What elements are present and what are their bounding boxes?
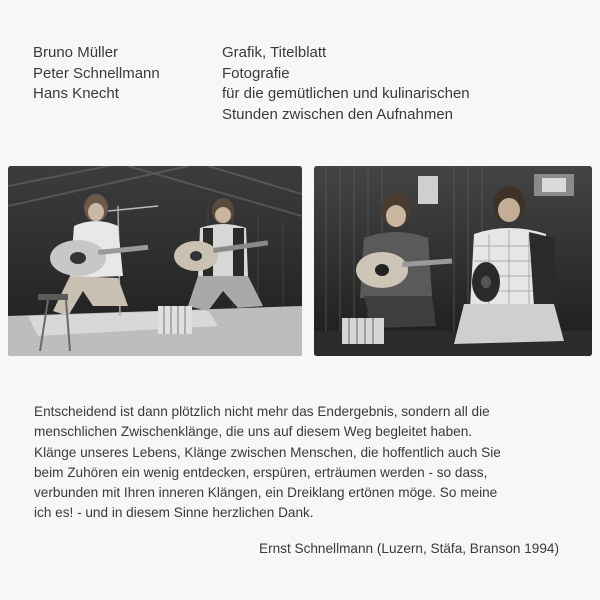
paragraph-line: Klänge unseres Lebens, Klänge zwischen Menschen, die hoffentlich auch Sie: [34, 444, 501, 460]
paragraph-line: beim Zuhören ein wenig entdecken, erspüren, erträumen werden - so dass,: [34, 464, 488, 480]
credit-name: Bruno Müller: [33, 44, 119, 61]
credit-role: Grafik, Titelblatt: [222, 44, 327, 61]
photo-seated-duo-image: [314, 166, 592, 356]
paragraph-line: menschlichen Zwischenklänge, die uns auf diesem Weg begleitet haben.: [34, 424, 473, 440]
paragraph-line: verbunden mit Ihren inneren Klängen, ein Dreiklang ertönen möge. So meine: [34, 485, 498, 501]
credit-role: für die gemütlichen und kulinarischen: [222, 85, 470, 102]
credit-name: Peter Schnellmann: [33, 64, 160, 82]
paragraph-line: ich es! - und in diesem Sinne herzlichen Dank.: [34, 505, 314, 521]
signature: Ernst Schnellmann (Luzern, Stäfa, Branson 1994): [259, 541, 559, 556]
photo-stage-duo: [8, 166, 302, 356]
closing-paragraph: [34, 402, 579, 524]
credit-role: Stunden zwischen den Aufnahmen: [222, 105, 453, 123]
paragraph-line: Entscheidend ist dann plötzlich nicht mehr das Endergebnis, sondern all die: [34, 404, 490, 419]
photo-seated-duo: [314, 166, 592, 356]
credit-role: Fotografie: [222, 64, 290, 82]
photo-stage-duo-image: [8, 166, 302, 356]
credit-name: Hans Knecht: [33, 85, 119, 102]
